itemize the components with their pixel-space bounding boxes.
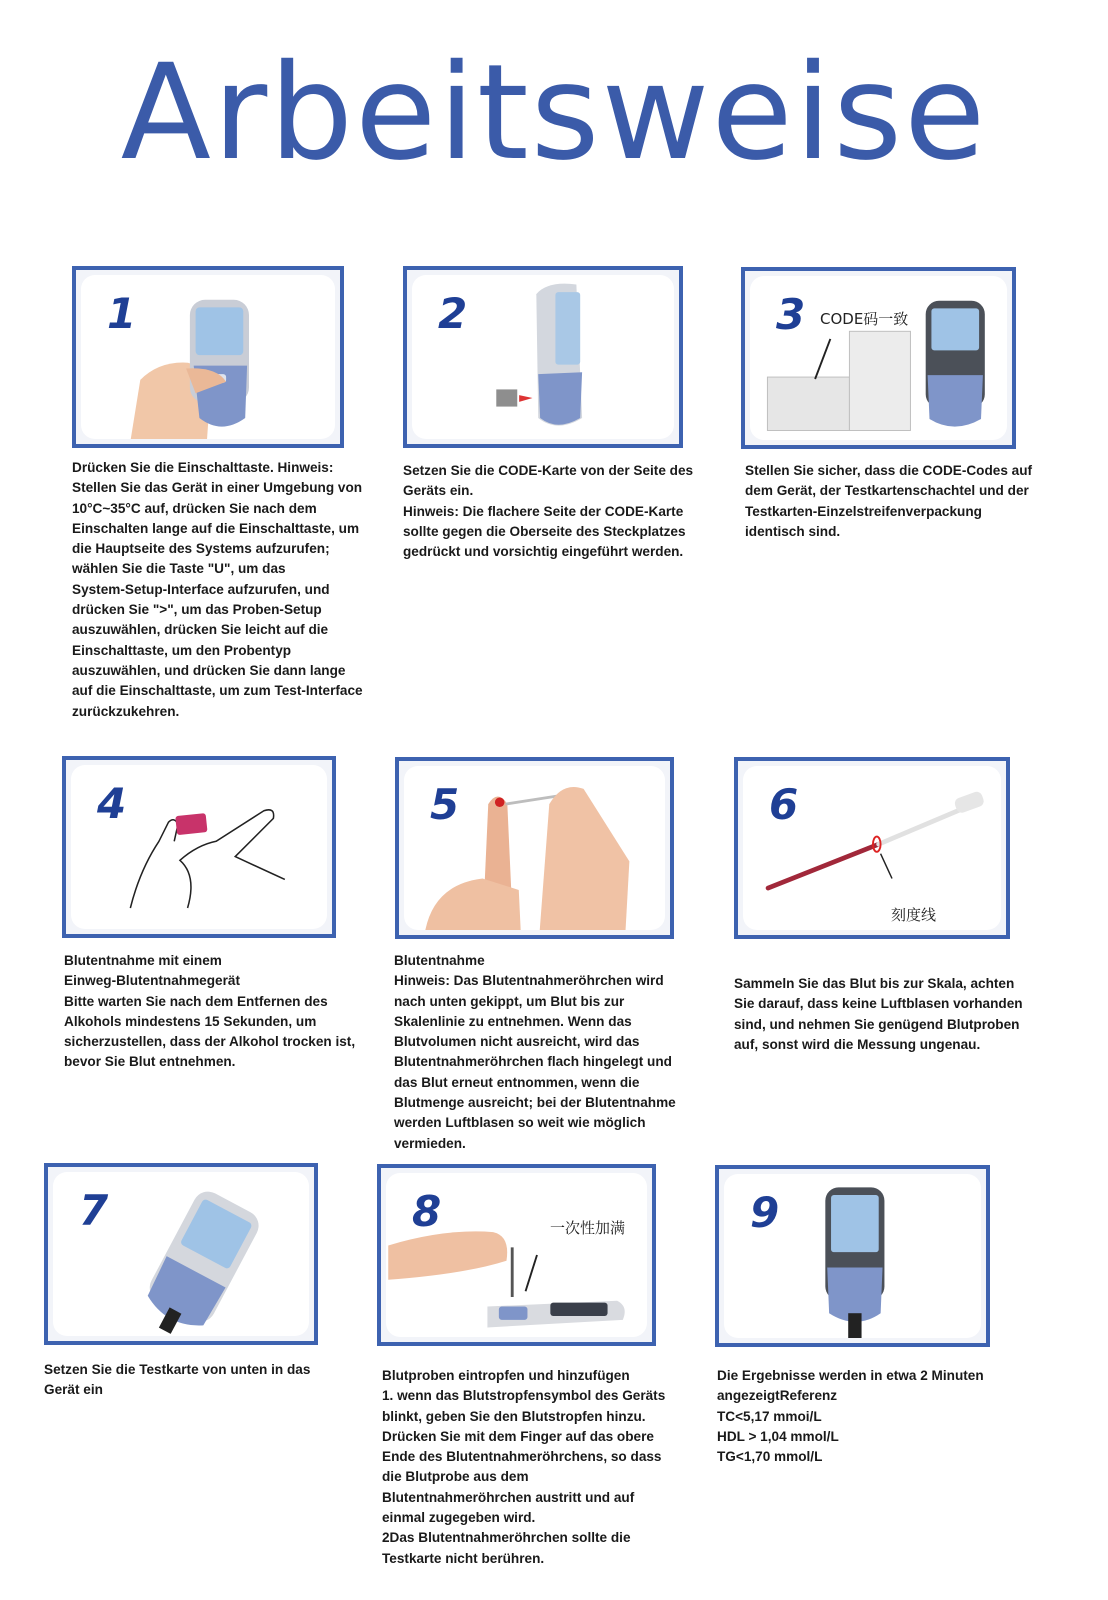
step-3-number: 3 <box>776 290 806 339</box>
step-5-illustration <box>404 766 665 930</box>
step-4-text: Blutentnahme mit einem Einweg-Blutentnahmegerät Bitte warten Sie nach dem Entfernen des Alkohols mindestens 15 Sekunden, um sicherzustellen, dass der Alkohol trocken ist, bevor Sie Blut entnehmen. <box>64 953 356 1070</box>
step-4-illustration <box>71 765 327 929</box>
step-4-panel <box>62 756 336 938</box>
step-7-illustration <box>53 1172 309 1336</box>
step-1-panel <box>72 266 344 448</box>
step-3-label: CODE码一致 <box>820 310 909 328</box>
step-1-number: 1 <box>107 289 137 338</box>
step-1-illustration <box>81 275 335 439</box>
step-6-label: 刻度线 <box>891 906 937 924</box>
step-6-number: 6 <box>769 780 799 829</box>
step-8-number: 8 <box>412 1187 442 1236</box>
step-8-panel <box>377 1164 656 1346</box>
step-3-panel <box>741 267 1016 449</box>
step-3-illustration <box>750 276 1007 440</box>
step-4-number: 4 <box>97 779 127 828</box>
step-8-text: Blutproben eintropfen und hinzufügen 1. wenn das Blutstropfensymbol des Geräts blinkt, geben Sie den Blutstropfen hinzu. Drücken Sie mit dem Finger auf das obere Ende des Blutentnahmeröhrchens, so dass die Blutprobe aus dem Blutentnahmeröhrchen austritt und auf einmal zugegeben wird. 2Das Blutentnahmeröhrchen sollte die Testkarte nicht berühren. <box>382 1368 666 1566</box>
step-2-text: Setzen Sie die CODE-Karte von der Seite des Geräts ein. Hinweis: Die flachere Seite der CODE-Karte sollte gegen die Oberseite des Steckplatzes gedrückt und vorsichtig eingeführt werden. <box>403 463 694 560</box>
step-5-number: 5 <box>430 780 460 829</box>
step-1-text: Drücken Sie die Einschalttaste. Hinweis: Stellen Sie das Gerät in einer Umgebung von 10°C~35°C auf, drücken Sie nach dem Einschalten lange auf die Einschalttaste, um die Hauptseite des Systems aufzurufen; wählen Sie die Taste "U", um das System-Setup-Interface aufzurufen, und drücken Sie ">", um das Proben-Setup auszuwählen, drücken Sie leicht auf die Einschalttaste, um den Probentyp auszuwählen, und drücken Sie dann lange auf die Einschalttaste, um zum Test-Interface zurückzukehren. <box>72 460 363 719</box>
step-7-text: Setzen Sie die Testkarte von unten in das Gerät ein <box>44 1362 311 1398</box>
step-3-text: Stellen Sie sicher, dass die CODE-Codes auf dem Gerät, der Testkartenschachtel und der Testkarten-Einzelstreifenverpackung identisch sind. <box>745 463 1033 539</box>
step-9-text: Die Ergebnisse werden in etwa 2 Minuten angezeigtReferenz TC<5,17 mmoi/L HDL > 1,04 mmol/L TG<1,70 mmol/L <box>717 1368 984 1465</box>
step-7-number: 7 <box>79 1186 109 1235</box>
step-2-panel <box>403 266 683 448</box>
step-6-text: Sammeln Sie das Blut bis zur Skala, achten Sie darauf, dass keine Luftblasen vorhanden sind, und nehmen Sie genügend Blutproben auf, sonst wird die Messung ungenau. <box>734 976 1023 1052</box>
step-9-number: 9 <box>750 1188 780 1237</box>
step-5-panel <box>395 757 674 939</box>
step-6-panel <box>734 757 1010 939</box>
page-title: Arbeitsweise <box>120 36 988 190</box>
step-6-illustration <box>743 766 1001 930</box>
step-5-text: Blutentnahme Hinweis: Das Blutentnahmeröhrchen wird nach unten gekippt, um Blut bis zur Skalenlinie zu entnehmen. Wenn das Blutvolumen nicht ausreicht, wird das Blutentnahmeröhrchen flach hingelegt und das Blut erneut entnommen, wenn die Blutmenge ausreicht; bei der Blutentnahme werden Luftblasen so weit wie möglich vermieden. <box>394 953 676 1151</box>
step-2-illustration <box>412 275 674 439</box>
step-9-panel <box>715 1165 990 1347</box>
step-2-number: 2 <box>438 289 468 338</box>
step-7-panel <box>44 1163 318 1345</box>
step-8-label: 一次性加满 <box>550 1219 626 1237</box>
step-8-illustration <box>386 1173 647 1337</box>
step-9-illustration <box>724 1174 981 1338</box>
